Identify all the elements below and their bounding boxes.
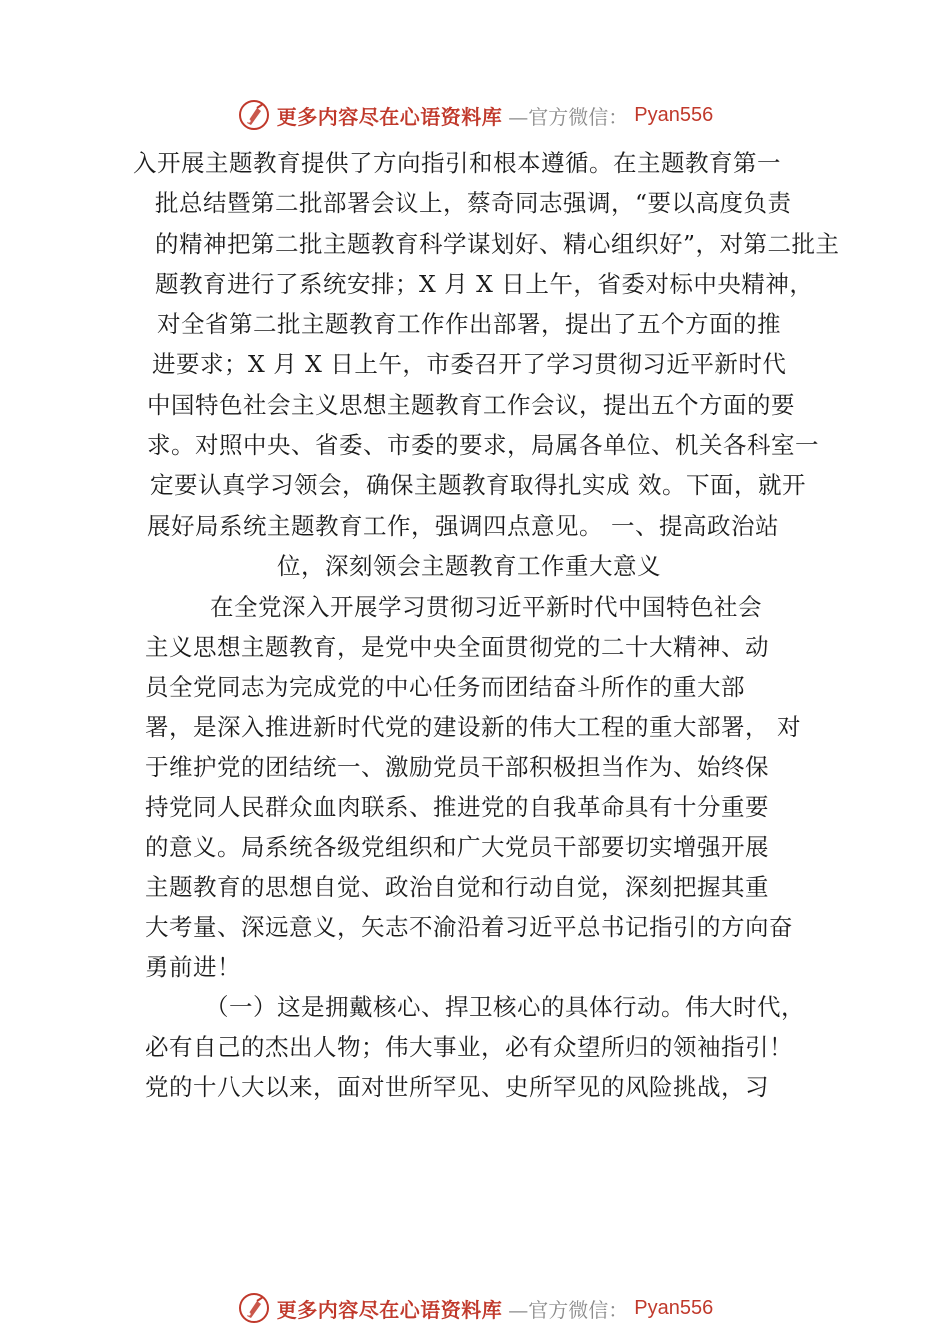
text-line: 在全党深入开展学习贯彻习近平新时代中国特色社会 [210, 593, 762, 621]
subsection-heading: （一）这是拥戴核心、捍卫核心的具体行动。伟大时代， [205, 993, 805, 1021]
text-line: 批总结暨第二批部署会议上，蔡奇同志强调，“要以高度负责 [155, 189, 792, 217]
text-line: 员全党同志为完成党的中心任务而团结奋斗所作的重大部 [145, 673, 745, 701]
text-line: 入开展主题教育提供了方向指引和根本遵循。在主题教育第一 [133, 149, 781, 177]
text-line: 于维护党的团结统一、激励党员干部积极担当作为、始终保 [145, 753, 769, 781]
text-line: 的意义。局系统各级党组织和广大党员干部要切实增强开展 [145, 833, 769, 861]
text-line: 展好局系统主题教育工作，强调四点意见。 一、提高政治站 [147, 512, 779, 540]
text-line: 的精神把第二批主题教育科学谋划好、精心组织好”，对第二批主 [155, 230, 840, 258]
footer-watermark [0, 1288, 950, 1328]
watermark-text: 更多内容尽在心语资料库 [276, 1297, 503, 1322]
text-line: 必有自己的杰出人物；伟大事业，必有众望所归的领袖指引！ [145, 1033, 793, 1061]
watermark-wechat-id: Pyan556 [634, 1296, 714, 1319]
text-line: 定要认真学习领会，确保主题教育取得扎实成 效。下面，就开 [150, 471, 806, 499]
text-line: 主义思想主题教育，是党中央全面贯彻党的二十大精神、动 [145, 633, 769, 661]
text-line: 党的十八大以来，面对世所罕见、史所罕见的风险挑战，习 [145, 1073, 769, 1101]
watermark-separator: —官方微信： [508, 104, 629, 129]
pen-nib-circle-icon [237, 98, 271, 132]
section-heading: 位，深刻领会主题教育工作重大意义 [277, 552, 661, 580]
text-line: 大考量、深远意义，矢志不渝沿着习近平总书记指引的方向奋 [145, 913, 793, 941]
text-line: 求。对照中央、省委、市委的要求，局属各单位、机关各科室一 [147, 431, 819, 459]
text-line: 主题教育的思想自觉、政治自觉和行动自觉，深刻把握其重 [145, 873, 769, 901]
text-line: 对全省第二批主题教育工作作出部署，提出了五个方面的推 [157, 310, 781, 338]
watermark-separator: —官方微信： [508, 1297, 629, 1322]
header-watermark [0, 95, 950, 135]
text-line: 进要求；X 月 X 日上午，市委召开了学习贯彻习近平新时代 [152, 350, 787, 378]
text-line: 勇前进！ [145, 953, 241, 981]
pen-nib-circle-icon [237, 1291, 271, 1325]
watermark-wechat-id: Pyan556 [634, 103, 714, 126]
text-line: 署，是深入推进新时代党的建设新的伟大工程的重大部署， 对 [145, 713, 801, 741]
watermark-text: 更多内容尽在心语资料库 [276, 104, 503, 129]
text-line: 中国特色社会主义思想主题教育工作会议，提出五个方面的要 [147, 391, 795, 419]
text-line: 题教育进行了系统安排；X 月 X 日上午，省委对标中央精神， [155, 270, 814, 298]
text-line: 持党同人民群众血肉联系、推进党的自我革命具有十分重要 [145, 793, 769, 821]
